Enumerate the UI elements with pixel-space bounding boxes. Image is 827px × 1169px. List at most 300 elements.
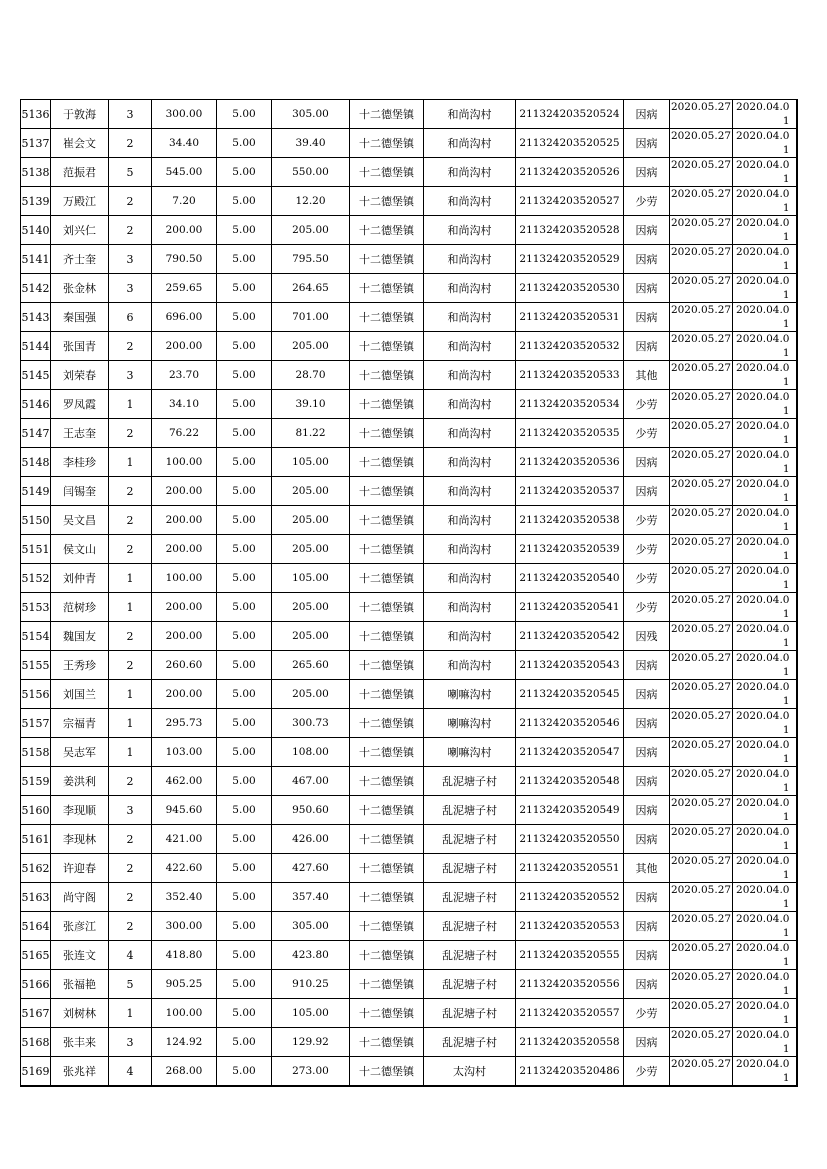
cell-total: 264.65 (272, 274, 350, 303)
cell-name: 闫锡奎 (51, 477, 109, 506)
table-row (21, 825, 797, 854)
cell-town: 十二德堡镇 (350, 651, 424, 680)
cell-reason: 因病 (624, 796, 670, 825)
cell-amount: 100.00 (152, 564, 217, 593)
cell-approval-date: 2020.05.27 (670, 999, 733, 1028)
cell-reason: 少劳 (624, 593, 670, 622)
cell-account-id: 211324203520542 (516, 622, 624, 651)
cell-total: 950.60 (272, 796, 350, 825)
cell-total: 39.40 (272, 129, 350, 158)
cell-amount: 34.10 (152, 390, 217, 419)
cell-row-id: 5161 (21, 825, 51, 854)
cell-total: 300.73 (272, 709, 350, 738)
cell-total: 305.00 (272, 100, 350, 129)
cell-start-date: 2020.04.01 (733, 390, 797, 419)
cell-village: 和尚沟村 (424, 390, 516, 419)
cell-account-id: 211324203520525 (516, 129, 624, 158)
cell-town: 十二德堡镇 (350, 680, 424, 709)
cell-household-size: 3 (109, 274, 152, 303)
cell-amount: 34.40 (152, 129, 217, 158)
cell-amount: 200.00 (152, 593, 217, 622)
cell-amount: 76.22 (152, 419, 217, 448)
cell-reason: 因病 (624, 274, 670, 303)
cell-start-date: 2020.04.01 (733, 477, 797, 506)
cell-reason: 因病 (624, 1028, 670, 1057)
cell-village: 和尚沟村 (424, 216, 516, 245)
cell-subsidy: 5.00 (217, 796, 272, 825)
cell-name: 宗福青 (51, 709, 109, 738)
table-row (21, 129, 797, 158)
cell-start-date: 2020.04.01 (733, 274, 797, 303)
cell-name: 尚守阁 (51, 883, 109, 912)
cell-approval-date: 2020.05.27 (670, 941, 733, 970)
cell-reason: 因病 (624, 738, 670, 767)
cell-approval-date: 2020.05.27 (670, 796, 733, 825)
cell-village: 乱泥塘子村 (424, 1028, 516, 1057)
cell-start-date: 2020.04.01 (733, 361, 797, 390)
cell-subsidy: 5.00 (217, 564, 272, 593)
cell-total: 205.00 (272, 622, 350, 651)
cell-account-id: 211324203520532 (516, 332, 624, 361)
cell-town: 十二德堡镇 (350, 970, 424, 999)
cell-account-id: 211324203520553 (516, 912, 624, 941)
cell-total: 205.00 (272, 216, 350, 245)
cell-reason: 因病 (624, 100, 670, 129)
cell-approval-date: 2020.05.27 (670, 622, 733, 651)
cell-row-id: 5159 (21, 767, 51, 796)
cell-household-size: 2 (109, 332, 152, 361)
table-row (21, 332, 797, 361)
cell-start-date: 2020.04.01 (733, 593, 797, 622)
cell-account-id: 211324203520486 (516, 1057, 624, 1087)
cell-village: 和尚沟村 (424, 564, 516, 593)
cell-subsidy: 5.00 (217, 622, 272, 651)
cell-total: 105.00 (272, 564, 350, 593)
cell-account-id: 211324203520537 (516, 477, 624, 506)
cell-row-id: 5142 (21, 274, 51, 303)
cell-household-size: 1 (109, 448, 152, 477)
cell-total: 357.40 (272, 883, 350, 912)
cell-approval-date: 2020.05.27 (670, 129, 733, 158)
cell-account-id: 211324203520524 (516, 100, 624, 129)
cell-name: 魏国友 (51, 622, 109, 651)
cell-village: 喇嘛沟村 (424, 680, 516, 709)
cell-reason: 因病 (624, 216, 670, 245)
cell-row-id: 5137 (21, 129, 51, 158)
cell-reason: 其他 (624, 854, 670, 883)
cell-reason: 因病 (624, 941, 670, 970)
cell-name: 于敦海 (51, 100, 109, 129)
cell-reason: 因病 (624, 303, 670, 332)
cell-row-id: 5147 (21, 419, 51, 448)
cell-household-size: 3 (109, 1028, 152, 1057)
cell-amount: 200.00 (152, 680, 217, 709)
table-row (21, 767, 797, 796)
cell-reason: 少劳 (624, 419, 670, 448)
table-row (21, 535, 797, 564)
cell-village: 和尚沟村 (424, 332, 516, 361)
cell-name: 王秀珍 (51, 651, 109, 680)
cell-row-id: 5168 (21, 1028, 51, 1057)
table-row (21, 796, 797, 825)
cell-start-date: 2020.04.01 (733, 216, 797, 245)
cell-approval-date: 2020.05.27 (670, 912, 733, 941)
cell-subsidy: 5.00 (217, 854, 272, 883)
cell-household-size: 5 (109, 970, 152, 999)
cell-amount: 696.00 (152, 303, 217, 332)
cell-household-size: 2 (109, 129, 152, 158)
cell-reason: 因病 (624, 767, 670, 796)
cell-row-id: 5163 (21, 883, 51, 912)
cell-household-size: 1 (109, 593, 152, 622)
cell-town: 十二德堡镇 (350, 1028, 424, 1057)
cell-village: 和尚沟村 (424, 535, 516, 564)
cell-amount: 200.00 (152, 506, 217, 535)
cell-approval-date: 2020.05.27 (670, 390, 733, 419)
cell-subsidy: 5.00 (217, 448, 272, 477)
cell-amount: 545.00 (152, 158, 217, 187)
cell-household-size: 3 (109, 796, 152, 825)
cell-subsidy: 5.00 (217, 912, 272, 941)
table-body (21, 100, 797, 1087)
cell-subsidy: 5.00 (217, 100, 272, 129)
table-row (21, 216, 797, 245)
cell-subsidy: 5.00 (217, 129, 272, 158)
cell-village: 和尚沟村 (424, 651, 516, 680)
cell-reason: 因病 (624, 245, 670, 274)
cell-village: 和尚沟村 (424, 448, 516, 477)
cell-start-date: 2020.04.01 (733, 187, 797, 216)
cell-reason: 因病 (624, 912, 670, 941)
cell-total: 81.22 (272, 419, 350, 448)
cell-total: 205.00 (272, 506, 350, 535)
cell-village: 和尚沟村 (424, 419, 516, 448)
cell-town: 十二德堡镇 (350, 332, 424, 361)
cell-reason: 因病 (624, 651, 670, 680)
cell-approval-date: 2020.05.27 (670, 593, 733, 622)
cell-reason: 因病 (624, 709, 670, 738)
cell-household-size: 1 (109, 738, 152, 767)
cell-name: 李桂珍 (51, 448, 109, 477)
cell-row-id: 5169 (21, 1057, 51, 1087)
cell-total: 205.00 (272, 680, 350, 709)
cell-start-date: 2020.04.01 (733, 245, 797, 274)
cell-row-id: 5145 (21, 361, 51, 390)
cell-account-id: 211324203520533 (516, 361, 624, 390)
table-row (21, 187, 797, 216)
cell-subsidy: 5.00 (217, 825, 272, 854)
cell-town: 十二德堡镇 (350, 825, 424, 854)
cell-reason: 因残 (624, 622, 670, 651)
cell-account-id: 211324203520555 (516, 941, 624, 970)
cell-row-id: 5152 (21, 564, 51, 593)
cell-household-size: 1 (109, 390, 152, 419)
cell-account-id: 211324203520551 (516, 854, 624, 883)
cell-total: 795.50 (272, 245, 350, 274)
cell-household-size: 4 (109, 1057, 152, 1087)
cell-total: 701.00 (272, 303, 350, 332)
cell-reason: 因病 (624, 129, 670, 158)
cell-household-size: 2 (109, 912, 152, 941)
cell-subsidy: 5.00 (217, 274, 272, 303)
cell-town: 十二德堡镇 (350, 448, 424, 477)
cell-village: 乱泥塘子村 (424, 825, 516, 854)
cell-start-date: 2020.04.01 (733, 1057, 797, 1087)
cell-start-date: 2020.04.01 (733, 709, 797, 738)
cell-town: 十二德堡镇 (350, 419, 424, 448)
cell-name: 范树珍 (51, 593, 109, 622)
cell-start-date: 2020.04.01 (733, 912, 797, 941)
cell-name: 张金林 (51, 274, 109, 303)
cell-village: 乱泥塘子村 (424, 970, 516, 999)
cell-row-id: 5154 (21, 622, 51, 651)
table-row (21, 448, 797, 477)
cell-household-size: 2 (109, 825, 152, 854)
cell-total: 205.00 (272, 535, 350, 564)
cell-household-size: 3 (109, 245, 152, 274)
cell-total: 550.00 (272, 158, 350, 187)
cell-town: 十二德堡镇 (350, 622, 424, 651)
cell-account-id: 211324203520530 (516, 274, 624, 303)
cell-start-date: 2020.04.01 (733, 100, 797, 129)
cell-row-id: 5155 (21, 651, 51, 680)
cell-row-id: 5149 (21, 477, 51, 506)
cell-village: 乱泥塘子村 (424, 941, 516, 970)
cell-start-date: 2020.04.01 (733, 796, 797, 825)
cell-amount: 200.00 (152, 477, 217, 506)
cell-account-id: 211324203520548 (516, 767, 624, 796)
cell-reason: 少劳 (624, 187, 670, 216)
cell-village: 乱泥塘子村 (424, 854, 516, 883)
table-row (21, 1057, 797, 1087)
cell-total: 426.00 (272, 825, 350, 854)
cell-reason: 少劳 (624, 1057, 670, 1087)
cell-account-id: 211324203520546 (516, 709, 624, 738)
cell-village: 和尚沟村 (424, 477, 516, 506)
cell-approval-date: 2020.05.27 (670, 419, 733, 448)
cell-reason: 少劳 (624, 564, 670, 593)
cell-name: 张丰来 (51, 1028, 109, 1057)
cell-reason: 因病 (624, 883, 670, 912)
cell-amount: 7.20 (152, 187, 217, 216)
cell-village: 和尚沟村 (424, 593, 516, 622)
cell-start-date: 2020.04.01 (733, 303, 797, 332)
cell-approval-date: 2020.05.27 (670, 100, 733, 129)
cell-village: 乱泥塘子村 (424, 912, 516, 941)
cell-start-date: 2020.04.01 (733, 970, 797, 999)
cell-account-id: 211324203520539 (516, 535, 624, 564)
cell-approval-date: 2020.05.27 (670, 970, 733, 999)
cell-start-date: 2020.04.01 (733, 1028, 797, 1057)
cell-start-date: 2020.04.01 (733, 564, 797, 593)
cell-amount: 260.60 (152, 651, 217, 680)
cell-subsidy: 5.00 (217, 999, 272, 1028)
cell-town: 十二德堡镇 (350, 593, 424, 622)
cell-total: 205.00 (272, 477, 350, 506)
cell-total: 205.00 (272, 593, 350, 622)
cell-town: 十二德堡镇 (350, 535, 424, 564)
cell-account-id: 211324203520527 (516, 187, 624, 216)
cell-account-id: 211324203520535 (516, 419, 624, 448)
cell-start-date: 2020.04.01 (733, 941, 797, 970)
cell-total: 105.00 (272, 999, 350, 1028)
cell-row-id: 5156 (21, 680, 51, 709)
cell-village: 和尚沟村 (424, 622, 516, 651)
cell-reason: 因病 (624, 680, 670, 709)
cell-name: 许迎春 (51, 854, 109, 883)
cell-amount: 100.00 (152, 448, 217, 477)
cell-subsidy: 5.00 (217, 1028, 272, 1057)
cell-approval-date: 2020.05.27 (670, 216, 733, 245)
cell-subsidy: 5.00 (217, 709, 272, 738)
cell-start-date: 2020.04.01 (733, 535, 797, 564)
cell-start-date: 2020.04.01 (733, 854, 797, 883)
cell-village: 和尚沟村 (424, 100, 516, 129)
cell-reason: 因病 (624, 332, 670, 361)
cell-village: 和尚沟村 (424, 187, 516, 216)
cell-subsidy: 5.00 (217, 332, 272, 361)
cell-name: 吴文昌 (51, 506, 109, 535)
cell-town: 十二德堡镇 (350, 796, 424, 825)
cell-village: 和尚沟村 (424, 506, 516, 535)
cell-start-date: 2020.04.01 (733, 767, 797, 796)
cell-approval-date: 2020.05.27 (670, 564, 733, 593)
cell-amount: 103.00 (152, 738, 217, 767)
cell-approval-date: 2020.05.27 (670, 477, 733, 506)
cell-row-id: 5143 (21, 303, 51, 332)
cell-start-date: 2020.04.01 (733, 506, 797, 535)
cell-total: 205.00 (272, 332, 350, 361)
cell-amount: 200.00 (152, 332, 217, 361)
cell-subsidy: 5.00 (217, 593, 272, 622)
table-row (21, 912, 797, 941)
table-row (21, 709, 797, 738)
cell-row-id: 5141 (21, 245, 51, 274)
cell-row-id: 5160 (21, 796, 51, 825)
cell-subsidy: 5.00 (217, 883, 272, 912)
cell-household-size: 1 (109, 680, 152, 709)
cell-town: 十二德堡镇 (350, 274, 424, 303)
cell-approval-date: 2020.05.27 (670, 506, 733, 535)
cell-subsidy: 5.00 (217, 477, 272, 506)
cell-approval-date: 2020.05.27 (670, 535, 733, 564)
cell-total: 273.00 (272, 1057, 350, 1087)
cell-approval-date: 2020.05.27 (670, 680, 733, 709)
cell-town: 十二德堡镇 (350, 158, 424, 187)
cell-village: 和尚沟村 (424, 361, 516, 390)
cell-village: 和尚沟村 (424, 129, 516, 158)
cell-total: 129.92 (272, 1028, 350, 1057)
cell-total: 39.10 (272, 390, 350, 419)
cell-approval-date: 2020.05.27 (670, 187, 733, 216)
cell-account-id: 211324203520528 (516, 216, 624, 245)
cell-household-size: 3 (109, 361, 152, 390)
cell-start-date: 2020.04.01 (733, 680, 797, 709)
cell-name: 刘兴仁 (51, 216, 109, 245)
table-row (21, 941, 797, 970)
cell-amount: 905.25 (152, 970, 217, 999)
cell-amount: 300.00 (152, 912, 217, 941)
cell-subsidy: 5.00 (217, 1057, 272, 1087)
cell-start-date: 2020.04.01 (733, 448, 797, 477)
cell-name: 姜洪利 (51, 767, 109, 796)
cell-subsidy: 5.00 (217, 303, 272, 332)
cell-household-size: 1 (109, 999, 152, 1028)
cell-row-id: 5158 (21, 738, 51, 767)
cell-approval-date: 2020.05.27 (670, 274, 733, 303)
table-row (21, 883, 797, 912)
cell-subsidy: 5.00 (217, 506, 272, 535)
cell-approval-date: 2020.05.27 (670, 709, 733, 738)
cell-account-id: 211324203520541 (516, 593, 624, 622)
cell-account-id: 211324203520536 (516, 448, 624, 477)
table-row (21, 419, 797, 448)
cell-household-size: 2 (109, 535, 152, 564)
table-row (21, 738, 797, 767)
cell-name: 刘树林 (51, 999, 109, 1028)
cell-total: 467.00 (272, 767, 350, 796)
cell-household-size: 2 (109, 622, 152, 651)
cell-town: 十二德堡镇 (350, 883, 424, 912)
cell-household-size: 2 (109, 216, 152, 245)
cell-total: 427.60 (272, 854, 350, 883)
cell-amount: 259.65 (152, 274, 217, 303)
cell-town: 十二德堡镇 (350, 1057, 424, 1087)
cell-start-date: 2020.04.01 (733, 332, 797, 361)
cell-approval-date: 2020.05.27 (670, 883, 733, 912)
cell-row-id: 5166 (21, 970, 51, 999)
cell-approval-date: 2020.05.27 (670, 158, 733, 187)
cell-name: 张连文 (51, 941, 109, 970)
cell-account-id: 211324203520558 (516, 1028, 624, 1057)
cell-row-id: 5139 (21, 187, 51, 216)
cell-subsidy: 5.00 (217, 390, 272, 419)
table-row (21, 564, 797, 593)
table-row (21, 506, 797, 535)
cell-subsidy: 5.00 (217, 941, 272, 970)
cell-reason: 少劳 (624, 390, 670, 419)
cell-amount: 462.00 (152, 767, 217, 796)
cell-amount: 200.00 (152, 216, 217, 245)
cell-row-id: 5164 (21, 912, 51, 941)
cell-amount: 790.50 (152, 245, 217, 274)
cell-start-date: 2020.04.01 (733, 419, 797, 448)
cell-subsidy: 5.00 (217, 651, 272, 680)
cell-row-id: 5140 (21, 216, 51, 245)
cell-subsidy: 5.00 (217, 216, 272, 245)
cell-approval-date: 2020.05.27 (670, 854, 733, 883)
cell-account-id: 211324203520543 (516, 651, 624, 680)
cell-household-size: 2 (109, 854, 152, 883)
cell-reason: 因病 (624, 970, 670, 999)
cell-amount: 200.00 (152, 622, 217, 651)
cell-account-id: 211324203520529 (516, 245, 624, 274)
cell-name: 吴志军 (51, 738, 109, 767)
cell-amount: 124.92 (152, 1028, 217, 1057)
cell-town: 十二德堡镇 (350, 738, 424, 767)
table-row (21, 651, 797, 680)
cell-village: 喇嘛沟村 (424, 738, 516, 767)
table-row (21, 274, 797, 303)
cell-subsidy: 5.00 (217, 970, 272, 999)
cell-village: 乱泥塘子村 (424, 796, 516, 825)
cell-household-size: 2 (109, 883, 152, 912)
cell-total: 423.80 (272, 941, 350, 970)
table-row (21, 593, 797, 622)
cell-subsidy: 5.00 (217, 361, 272, 390)
cell-approval-date: 2020.05.27 (670, 1057, 733, 1087)
cell-account-id: 211324203520531 (516, 303, 624, 332)
